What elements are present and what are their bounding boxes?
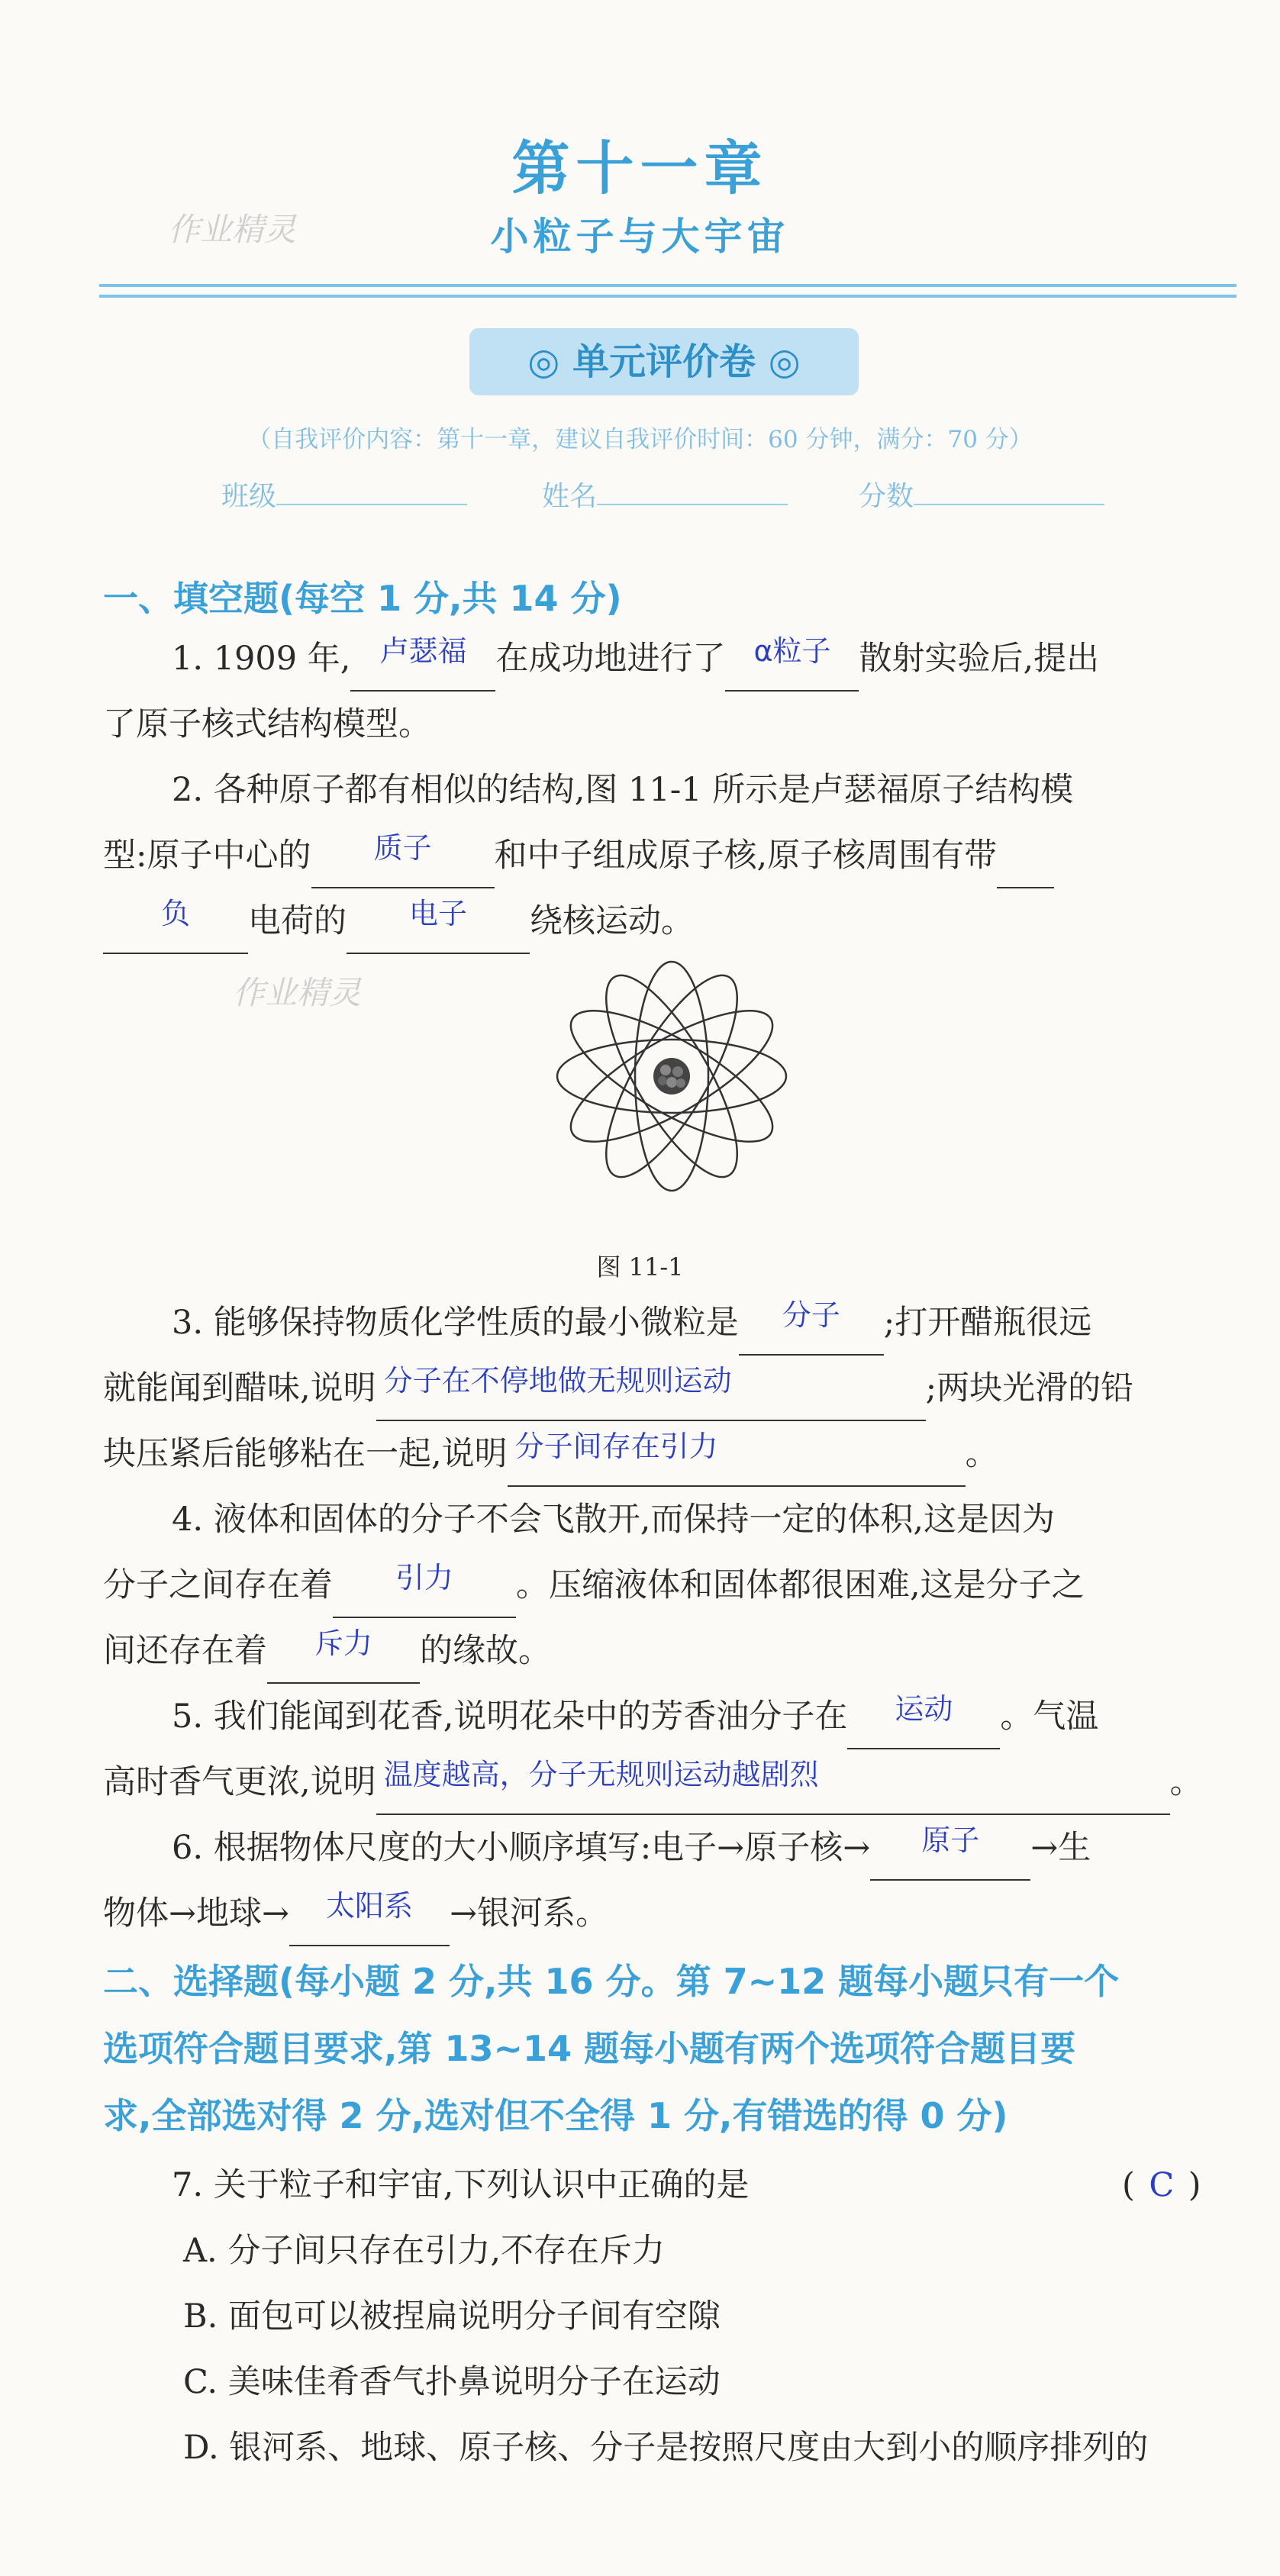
q7-option-b[interactable]: B. 面包可以被捏扁说明分子间有空隙 bbox=[183, 2297, 721, 2336]
atom-model-figure bbox=[534, 954, 809, 1198]
unit-badge: ◎ 单元评价卷 ◎ bbox=[469, 328, 859, 395]
figure-caption: 图 11-1 bbox=[596, 1253, 684, 1282]
q6-line1: 6. 根据物体尺度的大小顺序填写:电子→原子核→ 原子 →生 bbox=[172, 1815, 1091, 1881]
score-label: 分数 bbox=[859, 481, 914, 512]
q2-line1: 2. 各种原子都有相似的结构,图 11-1 所示是卢瑟福原子结构模 bbox=[172, 771, 1074, 809]
q6-blank2: 太阳系 bbox=[289, 1902, 450, 1946]
q3-blank3: 分子间存在引力 bbox=[508, 1443, 966, 1487]
q1-line2: 了原子核式结构模型。 bbox=[103, 705, 431, 743]
q4-line3: 间还存在着 斥力 的缘故。 bbox=[103, 1618, 551, 1684]
q4-line1: 4. 液体和固体的分子不会飞散开,而保持一定的体积,这是因为 bbox=[172, 1501, 1056, 1539]
score-field[interactable] bbox=[859, 475, 1104, 514]
q5-blank2: 温度越高，分子无规则运动越剧烈 bbox=[376, 1771, 1170, 1815]
q5-line1: 5. 我们能闻到花香,说明花朵中的芳香油分子在 运动 。气温 bbox=[172, 1684, 1098, 1749]
divider-bottom bbox=[99, 295, 1236, 298]
q2-blank3: 电子 bbox=[347, 910, 530, 954]
q4-blank1: 引力 bbox=[333, 1574, 516, 1618]
name-label: 姓名 bbox=[542, 481, 598, 512]
q4-line2: 分子之间存在着 引力 。压缩液体和固体都很困难,这是分子之 bbox=[103, 1552, 1085, 1618]
watermark-2: 作业精灵 bbox=[233, 974, 362, 1011]
info-text: （自我评价内容：第十一章，建议自我评价时间：60 分钟，满分：70 分） bbox=[247, 426, 1033, 453]
section2-line3: 求,全部选对得 2 分,选对但不全得 1 分,有错选的得 0 分) bbox=[103, 2095, 1008, 2136]
q7-answer-box: ( C ) bbox=[1122, 2152, 1201, 2218]
q3-line1: 3. 能够保持物质化学性质的最小微粒是 分子 ;打开醋瓶很远 bbox=[172, 1290, 1091, 1356]
score-input[interactable] bbox=[914, 481, 1104, 505]
watermark: 作业精灵 bbox=[168, 211, 297, 248]
q6-line2: 物体→地球→ 太阳系 →银河系。 bbox=[103, 1881, 608, 1946]
q3-blank1: 分子 bbox=[739, 1311, 884, 1356]
q2-line3: 负 电荷的 电子 绕核运动。 bbox=[103, 888, 694, 954]
q3-blank2: 分子在不停地做无规则运动 bbox=[376, 1377, 926, 1421]
class-input[interactable] bbox=[276, 481, 467, 505]
class-field[interactable] bbox=[221, 475, 467, 514]
section1-title: 一、填空题(每空 1 分,共 14 分) bbox=[103, 578, 622, 619]
name-input[interactable] bbox=[597, 481, 788, 505]
divider-top bbox=[99, 284, 1236, 287]
q7-stem: 7. 关于粒子和宇宙,下列认识中正确的是 bbox=[172, 2166, 750, 2204]
q5-blank1: 运动 bbox=[847, 1705, 1000, 1749]
q6-blank1: 原子 bbox=[870, 1836, 1030, 1881]
chapter-title: 第十一章 bbox=[511, 134, 769, 202]
q3-line2: 就能闻到醋味,说明 分子在不停地做无规则运动 ;两块光滑的铅 bbox=[103, 1356, 1133, 1421]
q7-option-d[interactable]: D. 银河系、地球、原子核、分子是按照尺度由大到小的顺序排列的 bbox=[183, 2429, 1149, 2467]
chapter-subtitle: 小粒子与大宇宙 bbox=[490, 214, 790, 259]
q3-line3: 块压紧后能够粘在一起,说明 分子间存在引力 。 bbox=[103, 1421, 998, 1487]
q1-line1: 1. 1909 年, 卢瑟福 在成功地进行了 α粒子 散射实验后,提出 bbox=[172, 626, 1099, 692]
q7-option-c[interactable]: C. 美味佳肴香气扑鼻说明分子在运动 bbox=[183, 2363, 721, 2401]
q2-blank2: 负 bbox=[103, 910, 248, 954]
q2-blank2a bbox=[997, 844, 1054, 888]
class-label: 班级 bbox=[221, 481, 277, 512]
name-field[interactable] bbox=[542, 475, 788, 514]
q7-answer: C bbox=[1149, 2166, 1175, 2204]
q4-blank2: 斥力 bbox=[267, 1639, 420, 1684]
section2-line2: 选项符合题目要求,第 13~14 题每小题有两个选项符合题目要 bbox=[103, 2028, 1076, 2069]
q2-blank1: 质子 bbox=[311, 844, 495, 888]
q7-option-a[interactable]: A. 分子间只存在引力,不存在斥力 bbox=[183, 2232, 666, 2270]
q2-line2: 型:原子中心的 质子 和中子组成原子核,原子核周围有带 bbox=[103, 823, 1054, 888]
q5-line2: 高时香气更浓,说明 温度越高，分子无规则运动越剧烈 。 bbox=[103, 1749, 1203, 1815]
q1-blank2: α粒子 bbox=[725, 647, 859, 692]
section2-line1: 二、选择题(每小题 2 分,共 16 分。第 7~12 题每小题只有一个 bbox=[103, 1961, 1120, 2002]
q1-blank1: 卢瑟福 bbox=[350, 647, 495, 692]
